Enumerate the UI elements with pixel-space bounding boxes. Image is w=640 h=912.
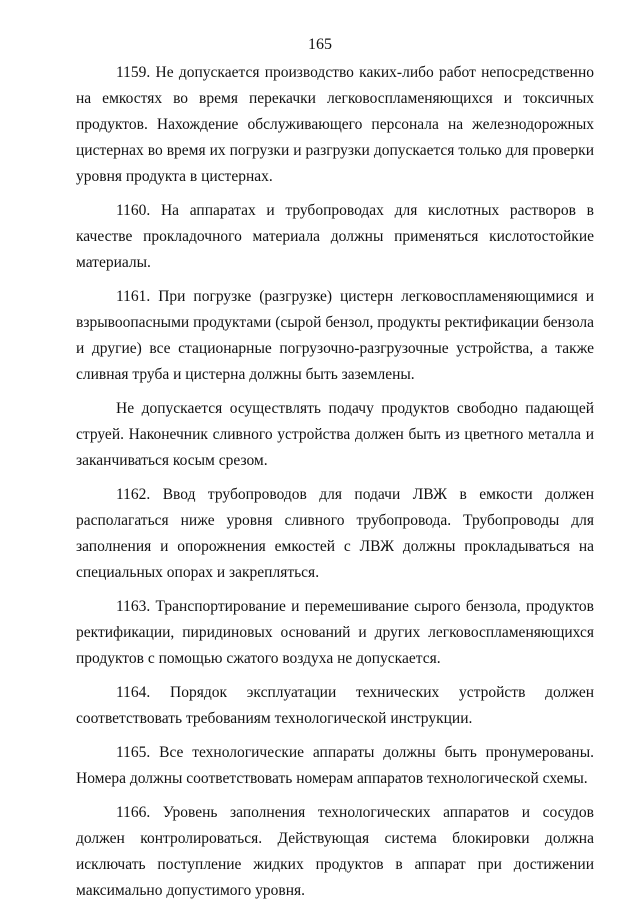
- paragraph-1162: 1162. Ввод трубопроводов для подачи ЛВЖ в емкости должен располагаться ниже уровня сливного трубопровода. Трубопроводы для заполнения и опорожнения емкостей с ЛВЖ должны прокладываться на специальных опорах и закрепляться.: [76, 486, 594, 581]
- document-body: [76, 60, 594, 912]
- paragraph-1159: 1159. Не допускается производство каких-либо работ непосредственно на емкостях во время перекачки легковоспламеняющихся и токсичных продуктов. Нахождение обслуживающего персонала на железнодорожных цистернах во время их погрузки и разгрузки допускается только для проверки уровня продукта в цистернах.: [76, 64, 594, 185]
- page-number: 165: [308, 36, 332, 53]
- paragraph-1166: 1166. Уровень заполнения технологических аппаратов и сосудов должен контролироваться. Действующая система блокировки должна исключать поступление жидких продуктов в аппарат при достижении максимально допустимого уровня.: [76, 804, 594, 899]
- paragraph-1161: 1161. При погрузке (разгрузке) цистерн легковоспламеняющимися и взрывоопасными продуктами (сырой бензол, продукты ректификации бензола и другие) все стационарные погрузочно-разгрузочные устройства, а также сливная труба и цистерна должны быть заземлены.: [76, 288, 594, 383]
- paragraph-1164: 1164. Порядок эксплуатации технических устройств должен соответствовать требованиям технологической инструкции.: [76, 684, 594, 727]
- paragraph-1165: 1165. Все технологические аппараты должны быть пронумерованы. Номера должны соответствовать номерам аппаратов технологической схемы.: [76, 744, 594, 787]
- paragraph-1160: 1160. На аппаратах и трубопроводах для кислотных растворов в качестве прокладочного материала должны применяться кислотостойкие материалы.: [76, 202, 594, 271]
- paragraph-1163: 1163. Транспортирование и перемешивание сырого бензола, продуктов ректификации, пиридиновых оснований и других легковоспламеняющихся продуктов с помощью сжатого воздуха не допускается.: [76, 598, 594, 667]
- paragraph-1161-continued: Не допускается осуществлять подачу продуктов свободно падающей струей. Наконечник сливного устройства должен быть из цветного металла и заканчиваться косым срезом.: [76, 400, 594, 469]
